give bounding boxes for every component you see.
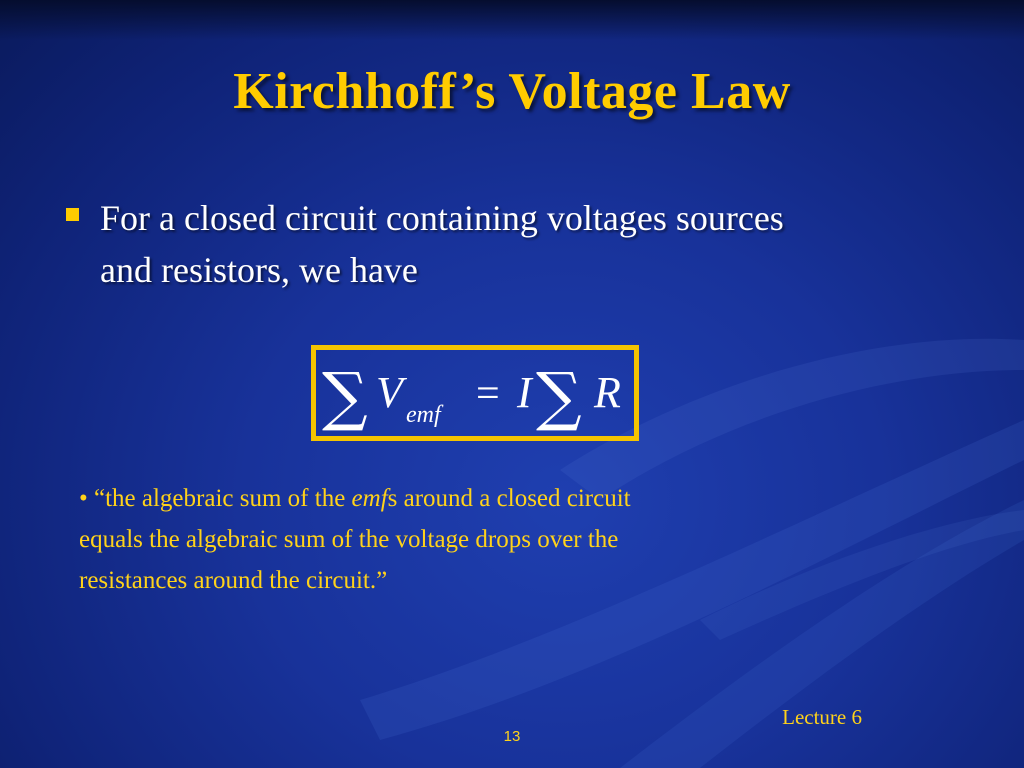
quote-line-1-end: s around a closed circuit xyxy=(387,485,631,512)
sum-symbol-right: ∑ xyxy=(536,360,582,434)
sum-symbol-left: ∑ xyxy=(322,360,368,434)
resistance-symbol: R xyxy=(594,368,621,417)
quote-line-2: equals the algebraic sum of the voltage drops over the xyxy=(79,526,619,553)
equals-sign: = xyxy=(476,371,500,417)
kvl-quote xyxy=(79,478,869,601)
quote-line-1 xyxy=(79,478,869,519)
bullet-text-line-1: For a closed circuit containing voltages sources xyxy=(100,198,784,238)
emf-voltage-symbol: V xyxy=(376,368,403,417)
kvl-equation xyxy=(316,350,634,436)
quote-emf-emphasis: emf xyxy=(351,485,388,512)
quote-line-1-start: • “the algebraic sum of the xyxy=(79,485,352,512)
slide-number: 13 xyxy=(503,728,521,745)
square-bullet-icon xyxy=(66,208,79,221)
footer-lecture-label: Lecture 6 xyxy=(782,705,862,729)
bullet-text-line-2: and resistors, we have xyxy=(100,250,418,290)
bullet-text xyxy=(100,192,960,296)
quote-line-3: resistances around the circuit.” xyxy=(79,567,388,594)
equation-box xyxy=(311,345,639,441)
slide-title: Kirchhoff’s Voltage Law xyxy=(233,63,791,120)
current-symbol: I xyxy=(517,368,532,417)
emf-subscript: emf xyxy=(406,402,441,428)
